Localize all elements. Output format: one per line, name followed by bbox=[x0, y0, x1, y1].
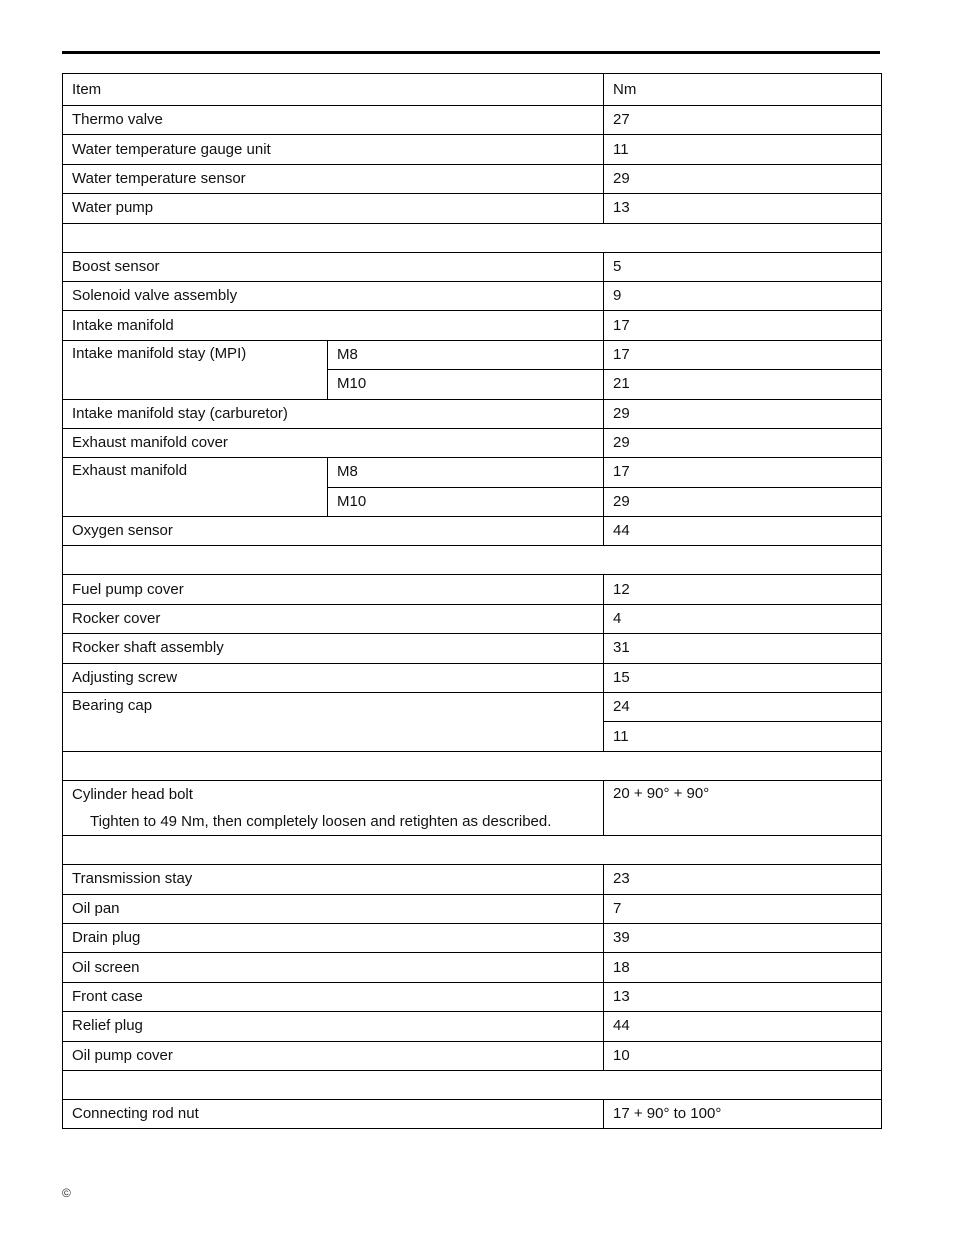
table-row bbox=[63, 865, 882, 894]
value-cell: 4 bbox=[604, 604, 882, 633]
spacer-cell bbox=[63, 1070, 882, 1099]
size-cell: M8 bbox=[328, 458, 604, 487]
value-cell: 15 bbox=[604, 663, 882, 692]
value-cell: 29 bbox=[604, 428, 882, 457]
value-cell: 24 bbox=[604, 693, 882, 722]
value-cell: 13 bbox=[604, 982, 882, 1011]
top-rule bbox=[62, 51, 880, 54]
table-row bbox=[63, 340, 882, 369]
value-cell: 17 bbox=[604, 311, 882, 340]
table-row bbox=[63, 135, 882, 164]
table-row bbox=[63, 634, 882, 663]
item-cell: Rocker shaft assembly bbox=[63, 634, 604, 663]
item-cell: Thermo valve bbox=[63, 106, 604, 135]
table-row bbox=[63, 780, 882, 809]
table-row bbox=[63, 164, 882, 193]
table-row bbox=[63, 399, 882, 428]
table-row bbox=[63, 252, 882, 281]
value-cell: 29 bbox=[604, 164, 882, 193]
value-cell: 23 bbox=[604, 865, 882, 894]
item-cell: Oil pan bbox=[63, 894, 604, 923]
item-cell: Front case bbox=[63, 982, 604, 1011]
item-cell: Adjusting screw bbox=[63, 663, 604, 692]
table-row bbox=[63, 281, 882, 310]
table-row bbox=[63, 604, 882, 633]
item-cell: Intake manifold bbox=[63, 311, 604, 340]
value-cell: 12 bbox=[604, 575, 882, 604]
item-cell: Relief plug bbox=[63, 1012, 604, 1041]
item-cell: Intake manifold stay (carburetor) bbox=[63, 399, 604, 428]
size-cell: M8 bbox=[328, 340, 604, 369]
section-spacer-row bbox=[63, 223, 882, 252]
value-cell: 10 bbox=[604, 1041, 882, 1070]
value-cell: 20 + 90° + 90° bbox=[604, 780, 882, 835]
spacer-cell bbox=[63, 836, 882, 865]
value-cell: 11 bbox=[604, 135, 882, 164]
size-cell: M10 bbox=[328, 370, 604, 399]
header-nm: Nm bbox=[604, 74, 882, 106]
item-cell: Oil screen bbox=[63, 953, 604, 982]
item-cell: Exhaust manifold bbox=[63, 458, 328, 517]
header-item: Item bbox=[63, 74, 604, 106]
table-row bbox=[63, 517, 882, 546]
value-cell: 29 bbox=[604, 399, 882, 428]
section-spacer-row bbox=[63, 751, 882, 780]
value-cell: 29 bbox=[604, 487, 882, 516]
item-cell: Rocker cover bbox=[63, 604, 604, 633]
table-row bbox=[63, 693, 882, 722]
section-spacer-row bbox=[63, 1070, 882, 1099]
value-cell: 9 bbox=[604, 281, 882, 310]
table-row bbox=[63, 982, 882, 1011]
spacer-cell bbox=[63, 223, 882, 252]
item-cell: Oxygen sensor bbox=[63, 517, 604, 546]
table-row bbox=[63, 894, 882, 923]
table-header-row bbox=[63, 74, 882, 106]
copyright-mark: © bbox=[62, 1186, 71, 1200]
item-cell: Boost sensor bbox=[63, 252, 604, 281]
table-row bbox=[63, 458, 882, 487]
section-spacer-row bbox=[63, 546, 882, 575]
value-cell: 44 bbox=[604, 1012, 882, 1041]
value-cell: 31 bbox=[604, 634, 882, 663]
item-cell: Connecting rod nut bbox=[63, 1099, 604, 1128]
spacer-cell bbox=[63, 546, 882, 575]
section-spacer-row bbox=[63, 836, 882, 865]
item-cell: Transmission stay bbox=[63, 865, 604, 894]
value-cell: 18 bbox=[604, 953, 882, 982]
item-cell: Fuel pump cover bbox=[63, 575, 604, 604]
value-cell: 21 bbox=[604, 370, 882, 399]
item-cell: Solenoid valve assembly bbox=[63, 281, 604, 310]
table-row bbox=[63, 1012, 882, 1041]
note-text: Tighten to 49 Nm, then completely loosen and retighten as described. bbox=[63, 809, 604, 836]
table-row bbox=[63, 428, 882, 457]
table-row bbox=[63, 663, 882, 692]
item-cell: Oil pump cover bbox=[63, 1041, 604, 1070]
value-cell: 17 bbox=[604, 340, 882, 369]
value-cell: 11 bbox=[604, 722, 882, 751]
item-cell: Exhaust manifold cover bbox=[63, 428, 604, 457]
table-row bbox=[63, 923, 882, 952]
value-cell: 13 bbox=[604, 194, 882, 223]
table-row bbox=[63, 575, 882, 604]
table-row bbox=[63, 194, 882, 223]
table-row bbox=[63, 106, 882, 135]
item-cell: Intake manifold stay (MPI) bbox=[63, 340, 328, 399]
spacer-cell bbox=[63, 751, 882, 780]
value-cell: 5 bbox=[604, 252, 882, 281]
item-cell: Cylinder head bolt bbox=[63, 780, 604, 809]
value-cell: 17 + 90° to 100° bbox=[604, 1099, 882, 1128]
value-cell: 39 bbox=[604, 923, 882, 952]
item-cell: Water pump bbox=[63, 194, 604, 223]
table-row bbox=[63, 311, 882, 340]
torque-spec-table bbox=[62, 73, 882, 1129]
table-row bbox=[63, 1099, 882, 1128]
item-cell: Water temperature sensor bbox=[63, 164, 604, 193]
value-cell: 7 bbox=[604, 894, 882, 923]
item-cell: Drain plug bbox=[63, 923, 604, 952]
size-cell: M10 bbox=[328, 487, 604, 516]
value-cell: 27 bbox=[604, 106, 882, 135]
value-cell: 17 bbox=[604, 458, 882, 487]
table-row bbox=[63, 1041, 882, 1070]
item-cell: Water temperature gauge unit bbox=[63, 135, 604, 164]
item-cell: Bearing cap bbox=[63, 693, 604, 752]
table-row bbox=[63, 953, 882, 982]
value-cell: 44 bbox=[604, 517, 882, 546]
